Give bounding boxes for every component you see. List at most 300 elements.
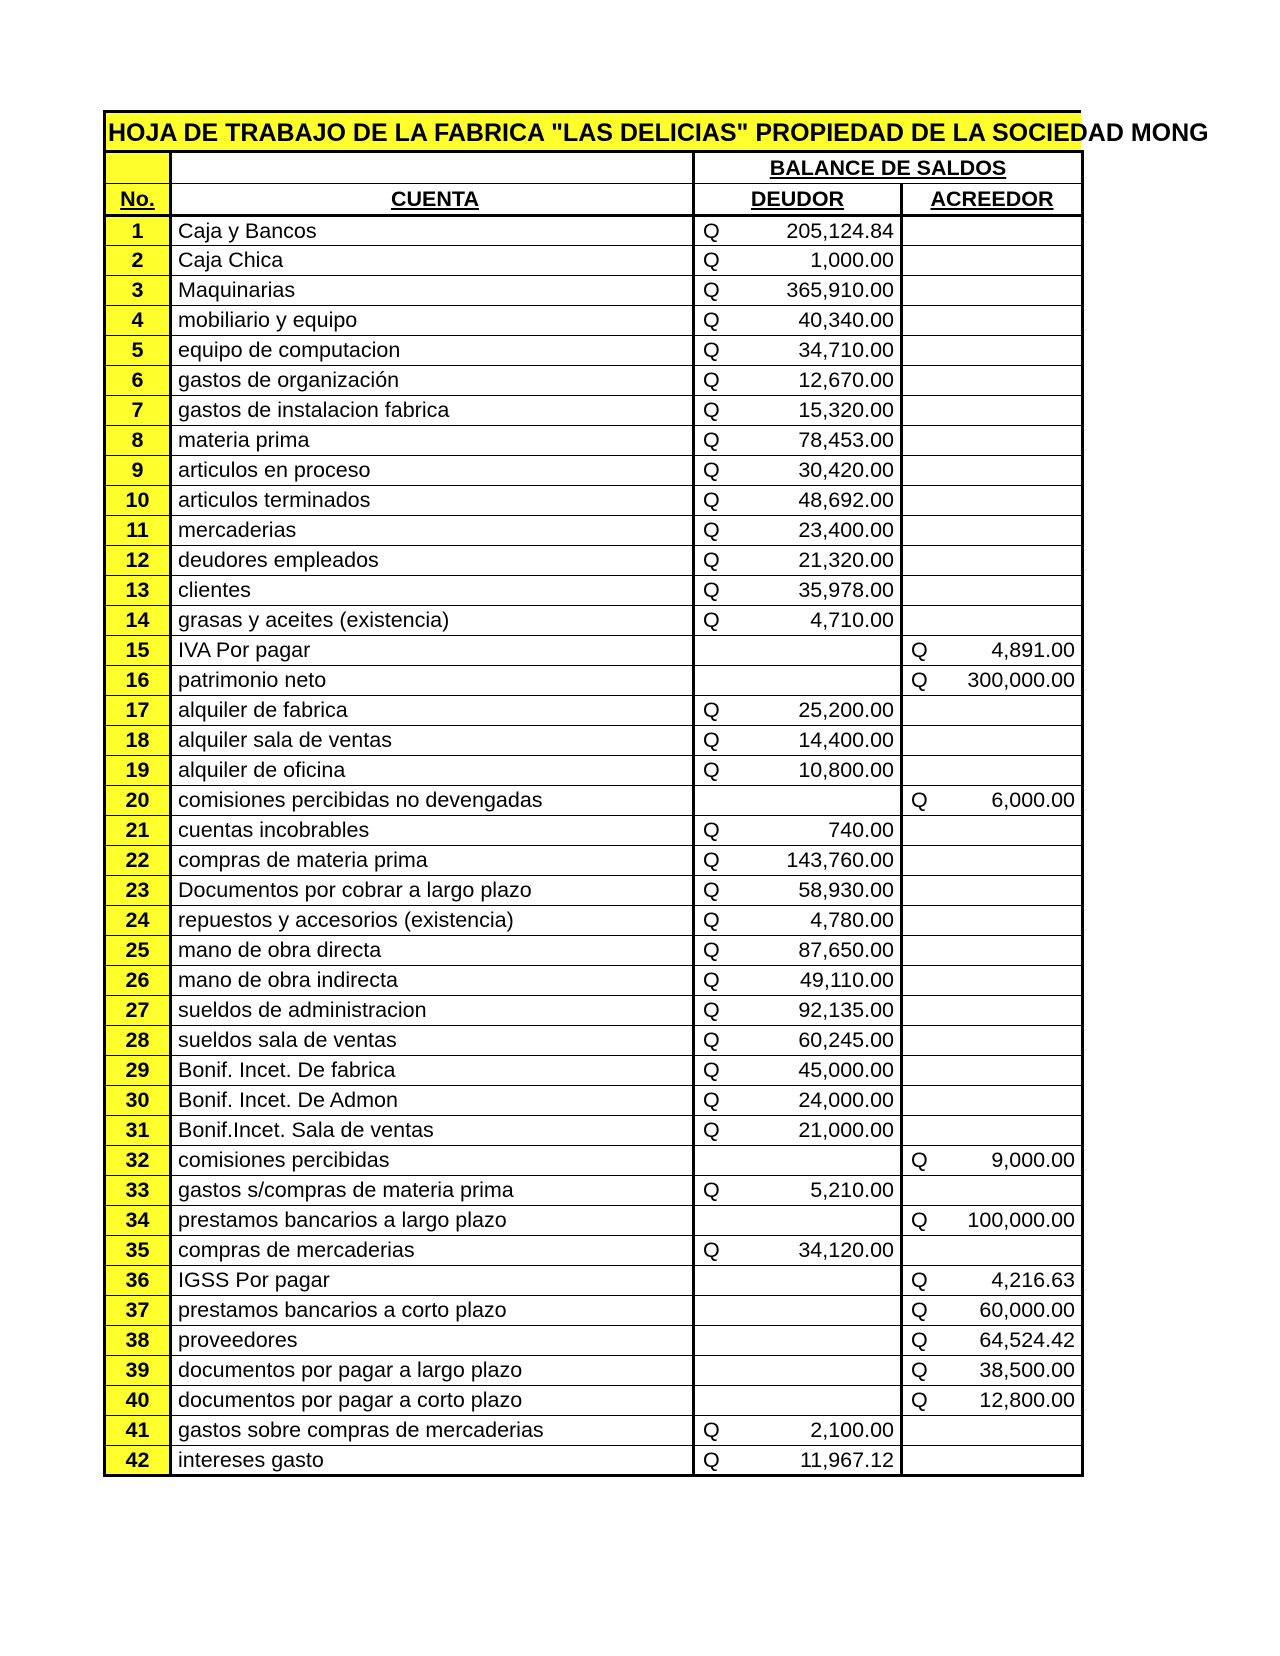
- row-number: 23: [105, 876, 171, 906]
- row-number: 14: [105, 606, 171, 636]
- acreedor-cell: [902, 1056, 1083, 1086]
- table-row: [105, 606, 1083, 636]
- acreedor-cell: [902, 696, 1083, 726]
- row-number: 4: [105, 306, 171, 336]
- currency-symbol: Q: [911, 1358, 928, 1382]
- table-body: [105, 216, 1083, 1476]
- currency-symbol: Q: [703, 908, 720, 932]
- currency-symbol: Q: [911, 638, 928, 662]
- acreedor-cell: [902, 546, 1083, 576]
- currency-symbol: Q: [911, 1208, 928, 1232]
- deudor-amount: 1,000.00: [810, 248, 894, 272]
- cuenta-cell: gastos de instalacion fabrica: [171, 396, 694, 426]
- cuenta-cell: mobiliario y equipo: [171, 306, 694, 336]
- table-row: [105, 1146, 1083, 1176]
- deudor-cell: [694, 756, 902, 786]
- header-cuenta: CUENTA: [171, 184, 694, 216]
- currency-symbol: Q: [703, 878, 720, 902]
- deudor-cell: [694, 1026, 902, 1056]
- row-number: 26: [105, 966, 171, 996]
- row-number: 15: [105, 636, 171, 666]
- currency-symbol: Q: [703, 1058, 720, 1082]
- row-number: 32: [105, 1146, 171, 1176]
- row-number: 27: [105, 996, 171, 1026]
- deudor-amount: 78,453.00: [798, 428, 894, 452]
- deudor-cell: [694, 726, 902, 756]
- table-row: [105, 816, 1083, 846]
- currency-symbol: Q: [703, 548, 720, 572]
- currency-symbol: Q: [703, 818, 720, 842]
- row-number: 36: [105, 1266, 171, 1296]
- cuenta-cell: alquiler de fabrica: [171, 696, 694, 726]
- deudor-cell: [694, 456, 902, 486]
- currency-symbol: Q: [911, 668, 928, 692]
- acreedor-amount: 12,800.00: [979, 1388, 1076, 1412]
- header-no-blank: [105, 152, 171, 184]
- deudor-cell: [694, 546, 902, 576]
- currency-symbol: Q: [911, 1328, 928, 1352]
- deudor-cell: [694, 1386, 902, 1416]
- deudor-cell: [694, 276, 902, 306]
- row-number: 42: [105, 1446, 171, 1476]
- deudor-amount: 60,245.00: [798, 1028, 894, 1052]
- deudor-cell: [694, 246, 902, 276]
- row-number: 19: [105, 756, 171, 786]
- acreedor-cell: [902, 636, 1083, 666]
- deudor-amount: 4,710.00: [810, 608, 894, 632]
- currency-symbol: Q: [703, 1088, 720, 1112]
- table-row: [105, 1206, 1083, 1236]
- currency-symbol: Q: [703, 368, 720, 392]
- cuenta-cell: deudores empleados: [171, 546, 694, 576]
- cuenta-cell: IGSS Por pagar: [171, 1266, 694, 1296]
- header-deudor: DEUDOR: [694, 184, 902, 216]
- currency-symbol: Q: [703, 1178, 720, 1202]
- row-number: 2: [105, 246, 171, 276]
- deudor-cell: [694, 1296, 902, 1326]
- cuenta-cell: cuentas incobrables: [171, 816, 694, 846]
- table-row: [105, 1086, 1083, 1116]
- deudor-amount: 40,340.00: [798, 308, 894, 332]
- deudor-amount: 24,000.00: [798, 1088, 894, 1112]
- acreedor-cell: [902, 906, 1083, 936]
- acreedor-cell: [902, 486, 1083, 516]
- sheet-title: HOJA DE TRABAJO DE LA FABRICA "LAS DELICIAS" PROPIEDAD DE LA SOCIEDAD MONG: [103, 110, 1081, 150]
- table-row: [105, 1116, 1083, 1146]
- cuenta-cell: documentos por pagar a largo plazo: [171, 1356, 694, 1386]
- deudor-amount: 45,000.00: [798, 1058, 894, 1082]
- acreedor-cell: [902, 816, 1083, 846]
- cuenta-cell: articulos terminados: [171, 486, 694, 516]
- table-row: [105, 576, 1083, 606]
- table-row: [105, 216, 1083, 246]
- deudor-cell: [694, 696, 902, 726]
- acreedor-cell: [902, 1356, 1083, 1386]
- cuenta-cell: gastos de organización: [171, 366, 694, 396]
- table-row: [105, 1236, 1083, 1266]
- table-row: [105, 1386, 1083, 1416]
- cuenta-cell: sueldos de administracion: [171, 996, 694, 1026]
- acreedor-cell: [902, 1026, 1083, 1056]
- cuenta-cell: patrimonio neto: [171, 666, 694, 696]
- deudor-cell: [694, 1416, 902, 1446]
- table-row: [105, 636, 1083, 666]
- deudor-amount: 740.00: [828, 818, 894, 842]
- row-number: 30: [105, 1086, 171, 1116]
- cuenta-cell: mano de obra indirecta: [171, 966, 694, 996]
- deudor-cell: [694, 576, 902, 606]
- row-number: 12: [105, 546, 171, 576]
- table-row: [105, 1326, 1083, 1356]
- currency-symbol: Q: [911, 1388, 928, 1412]
- table-row: [105, 516, 1083, 546]
- deudor-cell: [694, 1176, 902, 1206]
- deudor-amount: 30,420.00: [798, 458, 894, 482]
- header-balance-de-saldos: BALANCE DE SALDOS: [694, 152, 1083, 184]
- currency-symbol: Q: [703, 278, 720, 302]
- deudor-amount: 35,978.00: [798, 578, 894, 602]
- cuenta-cell: comisiones percibidas: [171, 1146, 694, 1176]
- deudor-cell: [694, 426, 902, 456]
- row-number: 28: [105, 1026, 171, 1056]
- acreedor-cell: [902, 516, 1083, 546]
- cuenta-cell: documentos por pagar a corto plazo: [171, 1386, 694, 1416]
- deudor-cell: [694, 666, 902, 696]
- currency-symbol: Q: [703, 578, 720, 602]
- acreedor-amount: 9,000.00: [991, 1148, 1076, 1172]
- row-number: 16: [105, 666, 171, 696]
- currency-symbol: Q: [703, 998, 720, 1022]
- currency-symbol: Q: [703, 1028, 720, 1052]
- deudor-amount: 25,200.00: [798, 698, 894, 722]
- deudor-cell: [694, 996, 902, 1026]
- row-number: 7: [105, 396, 171, 426]
- deudor-cell: [694, 1266, 902, 1296]
- acreedor-cell: [902, 1206, 1083, 1236]
- cuenta-cell: Caja y Bancos: [171, 216, 694, 246]
- deudor-cell: [694, 966, 902, 996]
- deudor-amount: 34,120.00: [798, 1238, 894, 1262]
- table-row: [105, 966, 1083, 996]
- currency-symbol: Q: [703, 428, 720, 452]
- currency-symbol: Q: [703, 1118, 720, 1142]
- table-row: [105, 456, 1083, 486]
- currency-symbol: Q: [703, 458, 720, 482]
- acreedor-cell: [902, 726, 1083, 756]
- currency-symbol: Q: [703, 518, 720, 542]
- cuenta-cell: prestamos bancarios a largo plazo: [171, 1206, 694, 1236]
- table-row: [105, 1266, 1083, 1296]
- acreedor-cell: [902, 876, 1083, 906]
- acreedor-cell: [902, 576, 1083, 606]
- row-number: 20: [105, 786, 171, 816]
- table-row: [105, 336, 1083, 366]
- acreedor-cell: [902, 276, 1083, 306]
- deudor-cell: [694, 1326, 902, 1356]
- deudor-amount: 87,650.00: [798, 938, 894, 962]
- row-number: 3: [105, 276, 171, 306]
- acreedor-cell: [902, 966, 1083, 996]
- table-row: [105, 246, 1083, 276]
- deudor-amount: 2,100.00: [810, 1418, 894, 1442]
- table-row: [105, 906, 1083, 936]
- table-row: [105, 1356, 1083, 1386]
- row-number: 11: [105, 516, 171, 546]
- acreedor-cell: [902, 1446, 1083, 1476]
- currency-symbol: Q: [703, 938, 720, 962]
- currency-symbol: Q: [703, 848, 720, 872]
- table-row: [105, 306, 1083, 336]
- deudor-amount: 48,692.00: [798, 488, 894, 512]
- table-row: [105, 396, 1083, 426]
- row-number: 29: [105, 1056, 171, 1086]
- acreedor-amount: 4,216.63: [991, 1268, 1076, 1292]
- row-number: 10: [105, 486, 171, 516]
- cuenta-cell: alquiler sala de ventas: [171, 726, 694, 756]
- deudor-amount: 21,000.00: [798, 1118, 894, 1142]
- cuenta-cell: mano de obra directa: [171, 936, 694, 966]
- acreedor-cell: [902, 306, 1083, 336]
- header-acreedor: ACREEDOR: [902, 184, 1083, 216]
- deudor-cell: [694, 306, 902, 336]
- deudor-amount: 12,670.00: [798, 368, 894, 392]
- row-number: 24: [105, 906, 171, 936]
- deudor-amount: 11,967.12: [799, 1447, 894, 1472]
- acreedor-cell: [902, 606, 1083, 636]
- row-number: 35: [105, 1236, 171, 1266]
- row-number: 8: [105, 426, 171, 456]
- acreedor-cell: [902, 1266, 1083, 1296]
- acreedor-cell: [902, 756, 1083, 786]
- table-row: [105, 1026, 1083, 1056]
- acreedor-cell: [902, 846, 1083, 876]
- currency-symbol: Q: [703, 728, 720, 752]
- acreedor-amount: 6,000.00: [991, 788, 1076, 812]
- cuenta-cell: Bonif. Incet. De fabrica: [171, 1056, 694, 1086]
- currency-symbol: Q: [703, 1418, 720, 1442]
- row-number: 5: [105, 336, 171, 366]
- row-number: 9: [105, 456, 171, 486]
- cuenta-cell: proveedores: [171, 1326, 694, 1356]
- deudor-cell: [694, 816, 902, 846]
- acreedor-cell: [902, 1176, 1083, 1206]
- acreedor-amount: 64,524.42: [979, 1328, 1076, 1352]
- table-row: [105, 486, 1083, 516]
- table-row: [105, 756, 1083, 786]
- acreedor-cell: [902, 786, 1083, 816]
- table-row: [105, 276, 1083, 306]
- deudor-cell: [694, 1146, 902, 1176]
- table-row: [105, 366, 1083, 396]
- table-row: [105, 996, 1083, 1026]
- acreedor-cell: [902, 1296, 1083, 1326]
- currency-symbol: Q: [911, 1148, 928, 1172]
- currency-symbol: Q: [703, 1238, 720, 1262]
- cuenta-cell: equipo de computacion: [171, 336, 694, 366]
- header-row-2: [105, 184, 1083, 216]
- deudor-amount: 49,110.00: [799, 968, 894, 992]
- balance-table: [103, 150, 1084, 1477]
- acreedor-cell: [902, 336, 1083, 366]
- acreedor-cell: [902, 456, 1083, 486]
- row-number: 13: [105, 576, 171, 606]
- acreedor-amount: 300,000.00: [967, 668, 1076, 692]
- deudor-amount: 4,780.00: [810, 908, 894, 932]
- table-row: [105, 1056, 1083, 1086]
- currency-symbol: Q: [703, 338, 720, 362]
- header-cuenta-blank: [171, 152, 694, 184]
- cuenta-cell: gastos sobre compras de mercaderias: [171, 1416, 694, 1446]
- currency-symbol: Q: [911, 788, 928, 812]
- cuenta-cell: Bonif.Incet. Sala de ventas: [171, 1116, 694, 1146]
- row-number: 40: [105, 1386, 171, 1416]
- currency-symbol: Q: [703, 248, 720, 272]
- acreedor-amount: 38,500.00: [979, 1358, 1076, 1382]
- currency-symbol: Q: [911, 1268, 928, 1292]
- acreedor-cell: [902, 1116, 1083, 1146]
- acreedor-cell: [902, 1386, 1083, 1416]
- table-row: [105, 726, 1083, 756]
- acreedor-cell: [902, 396, 1083, 426]
- table-row: [105, 1416, 1083, 1446]
- deudor-amount: 58,930.00: [798, 878, 894, 902]
- currency-symbol: Q: [703, 308, 720, 332]
- cuenta-cell: compras de materia prima: [171, 846, 694, 876]
- row-number: 33: [105, 1176, 171, 1206]
- deudor-amount: 143,760.00: [786, 848, 894, 872]
- worksheet: [103, 110, 1209, 1477]
- deudor-cell: [694, 1056, 902, 1086]
- currency-symbol: Q: [703, 1447, 720, 1472]
- row-number: 31: [105, 1116, 171, 1146]
- cuenta-cell: prestamos bancarios a corto plazo: [171, 1296, 694, 1326]
- cuenta-cell: Maquinarias: [171, 276, 694, 306]
- row-number: 21: [105, 816, 171, 846]
- deudor-amount: 10,800.00: [798, 758, 894, 782]
- currency-symbol: Q: [703, 698, 720, 722]
- cuenta-cell: alquiler de oficina: [171, 756, 694, 786]
- cuenta-cell: gastos s/compras de materia prima: [171, 1176, 694, 1206]
- deudor-cell: [694, 846, 902, 876]
- table-row: [105, 846, 1083, 876]
- row-number: 39: [105, 1356, 171, 1386]
- row-number: 37: [105, 1296, 171, 1326]
- acreedor-cell: [902, 936, 1083, 966]
- acreedor-cell: [902, 216, 1083, 246]
- deudor-cell: [694, 906, 902, 936]
- table-row: [105, 666, 1083, 696]
- acreedor-cell: [902, 1416, 1083, 1446]
- table-row: [105, 1446, 1083, 1476]
- acreedor-amount: 60,000.00: [979, 1298, 1076, 1322]
- currency-symbol: Q: [703, 398, 720, 422]
- currency-symbol: Q: [703, 488, 720, 512]
- acreedor-amount: 100,000.00: [967, 1208, 1076, 1232]
- deudor-cell: [694, 216, 902, 246]
- table-row: [105, 546, 1083, 576]
- acreedor-cell: [902, 1326, 1083, 1356]
- cuenta-cell: sueldos sala de ventas: [171, 1026, 694, 1056]
- deudor-cell: [694, 606, 902, 636]
- row-number: 18: [105, 726, 171, 756]
- row-number: 17: [105, 696, 171, 726]
- acreedor-cell: [902, 1236, 1083, 1266]
- row-number: 25: [105, 936, 171, 966]
- cuenta-cell: Caja Chica: [171, 246, 694, 276]
- deudor-cell: [694, 1206, 902, 1236]
- deudor-amount: 5,210.00: [810, 1178, 894, 1202]
- cuenta-cell: Bonif. Incet. De Admon: [171, 1086, 694, 1116]
- deudor-cell: [694, 336, 902, 366]
- deudor-amount: 92,135.00: [798, 998, 894, 1022]
- deudor-cell: [694, 936, 902, 966]
- table-row: [105, 696, 1083, 726]
- deudor-cell: [694, 876, 902, 906]
- cuenta-cell: compras de mercaderias: [171, 1236, 694, 1266]
- cuenta-cell: materia prima: [171, 426, 694, 456]
- row-number: 6: [105, 366, 171, 396]
- deudor-amount: 15,320.00: [798, 398, 894, 422]
- cuenta-cell: repuestos y accesorios (existencia): [171, 906, 694, 936]
- deudor-amount: 205,124.84: [786, 218, 894, 243]
- row-number: 1: [105, 216, 171, 246]
- currency-symbol: Q: [911, 1298, 928, 1322]
- table-row: [105, 1176, 1083, 1206]
- row-number: 38: [105, 1326, 171, 1356]
- deudor-amount: 34,710.00: [798, 338, 894, 362]
- row-number: 41: [105, 1416, 171, 1446]
- cuenta-cell: Documentos por cobrar a largo plazo: [171, 876, 694, 906]
- deudor-amount: 365,910.00: [786, 278, 894, 302]
- cuenta-cell: grasas y aceites (existencia): [171, 606, 694, 636]
- deudor-cell: [694, 636, 902, 666]
- deudor-cell: [694, 486, 902, 516]
- deudor-amount: 23,400.00: [798, 518, 894, 542]
- table-row: [105, 1296, 1083, 1326]
- acreedor-cell: [902, 366, 1083, 396]
- table-row: [105, 876, 1083, 906]
- deudor-cell: [694, 1446, 902, 1476]
- deudor-cell: [694, 516, 902, 546]
- currency-symbol: Q: [703, 218, 720, 243]
- acreedor-cell: [902, 666, 1083, 696]
- deudor-cell: [694, 786, 902, 816]
- cuenta-cell: mercaderias: [171, 516, 694, 546]
- cuenta-cell: comisiones percibidas no devengadas: [171, 786, 694, 816]
- cuenta-cell: clientes: [171, 576, 694, 606]
- deudor-cell: [694, 1116, 902, 1146]
- cuenta-cell: intereses gasto: [171, 1446, 694, 1476]
- acreedor-cell: [902, 426, 1083, 456]
- deudor-amount: 14,400.00: [798, 728, 894, 752]
- acreedor-cell: [902, 1086, 1083, 1116]
- deudor-amount: 21,320.00: [798, 548, 894, 572]
- row-number: 22: [105, 846, 171, 876]
- header-row-1: [105, 152, 1083, 184]
- deudor-cell: [694, 1086, 902, 1116]
- deudor-cell: [694, 396, 902, 426]
- table-row: [105, 426, 1083, 456]
- deudor-cell: [694, 366, 902, 396]
- acreedor-cell: [902, 1146, 1083, 1176]
- cuenta-cell: articulos en proceso: [171, 456, 694, 486]
- cuenta-cell: IVA Por pagar: [171, 636, 694, 666]
- table-row: [105, 786, 1083, 816]
- acreedor-amount: 4,891.00: [991, 638, 1076, 662]
- currency-symbol: Q: [703, 968, 720, 992]
- header-no: No.: [105, 184, 171, 216]
- table-row: [105, 936, 1083, 966]
